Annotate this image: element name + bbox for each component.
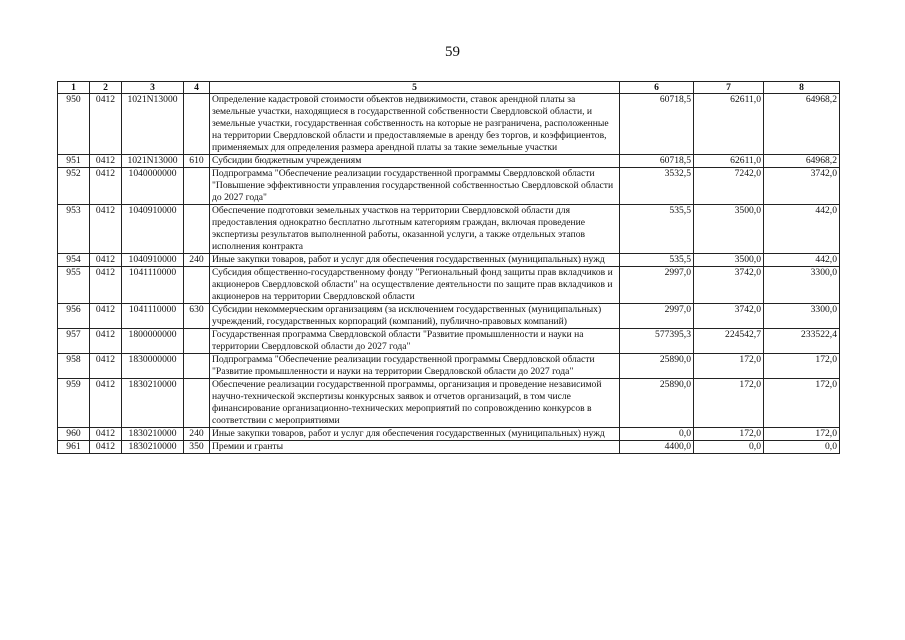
section-code: 0412 xyxy=(90,267,122,304)
row-description: Государственная программа Свердловской области "Развитие промышленности и науки на территории Свердловской области до 2027 года" xyxy=(210,329,620,354)
expense-type-code: 610 xyxy=(184,155,210,168)
section-code: 0412 xyxy=(90,168,122,205)
expense-type-code xyxy=(184,168,210,205)
section-code: 0412 xyxy=(90,155,122,168)
target-article-code: 1830210000 xyxy=(122,441,184,454)
row-number: 961 xyxy=(58,441,90,454)
row-description: Обеспечение подготовки земельных участков на территории Свердловской области для предоставления однократно бесплатно льготным категориям граждан, включая проведение экспертизы результатов выполненной работы, оказанной услуги, а также отдельных этапов исполнения контракта xyxy=(210,205,620,254)
column-header: 2 xyxy=(90,82,122,94)
table-row xyxy=(58,267,840,304)
amount-col-6: 4400,0 xyxy=(620,441,694,454)
page-number: 59 xyxy=(445,44,460,60)
row-number: 950 xyxy=(58,94,90,155)
target-article-code: 1041110000 xyxy=(122,267,184,304)
row-number: 954 xyxy=(58,254,90,267)
row-number: 953 xyxy=(58,205,90,254)
amount-col-6: 3532,5 xyxy=(620,168,694,205)
section-code: 0412 xyxy=(90,329,122,354)
amount-col-7: 0,0 xyxy=(694,441,764,454)
row-description: Иные закупки товаров, работ и услуг для обеспечения государственных (муниципальных) нужд xyxy=(210,254,620,267)
section-code: 0412 xyxy=(90,304,122,329)
column-header: 3 xyxy=(122,82,184,94)
amount-col-6: 60718,5 xyxy=(620,94,694,155)
section-code: 0412 xyxy=(90,94,122,155)
amount-col-6: 25890,0 xyxy=(620,379,694,428)
section-code: 0412 xyxy=(90,254,122,267)
amount-col-7: 62611,0 xyxy=(694,94,764,155)
amount-col-7: 3500,0 xyxy=(694,254,764,267)
amount-col-6: 2997,0 xyxy=(620,267,694,304)
expense-type-code xyxy=(184,329,210,354)
table-row xyxy=(58,94,840,155)
amount-col-8: 3300,0 xyxy=(764,304,840,329)
expense-type-code: 240 xyxy=(184,428,210,441)
target-article-code: 1040000000 xyxy=(122,168,184,205)
amount-col-7: 3742,0 xyxy=(694,304,764,329)
amount-col-8: 0,0 xyxy=(764,441,840,454)
expense-type-code xyxy=(184,267,210,304)
section-code: 0412 xyxy=(90,354,122,379)
row-number: 951 xyxy=(58,155,90,168)
amount-col-7: 172,0 xyxy=(694,379,764,428)
amount-col-8: 64968,2 xyxy=(764,94,840,155)
header-row xyxy=(58,82,840,94)
section-code: 0412 xyxy=(90,428,122,441)
amount-col-7: 224542,7 xyxy=(694,329,764,354)
amount-col-8: 3300,0 xyxy=(764,267,840,304)
amount-col-8: 172,0 xyxy=(764,354,840,379)
row-description: Иные закупки товаров, работ и услуг для обеспечения государственных (муниципальных) нужд xyxy=(210,428,620,441)
amount-col-8: 172,0 xyxy=(764,428,840,441)
target-article-code: 1040910000 xyxy=(122,205,184,254)
amount-col-6: 535,5 xyxy=(620,254,694,267)
amount-col-8: 64968,2 xyxy=(764,155,840,168)
amount-col-6: 577395,3 xyxy=(620,329,694,354)
row-number: 956 xyxy=(58,304,90,329)
target-article-code: 1830210000 xyxy=(122,379,184,428)
target-article-code: 1041110000 xyxy=(122,304,184,329)
amount-col-7: 62611,0 xyxy=(694,155,764,168)
target-article-code: 1830000000 xyxy=(122,354,184,379)
table-row xyxy=(58,379,840,428)
amount-col-7: 7242,0 xyxy=(694,168,764,205)
column-header: 4 xyxy=(184,82,210,94)
table-row xyxy=(58,205,840,254)
amount-col-8: 442,0 xyxy=(764,205,840,254)
section-code: 0412 xyxy=(90,441,122,454)
row-number: 957 xyxy=(58,329,90,354)
table-row xyxy=(58,304,840,329)
target-article-code: 1040910000 xyxy=(122,254,184,267)
table-row xyxy=(58,155,840,168)
row-description: Премии и гранты xyxy=(210,441,620,454)
column-header: 7 xyxy=(694,82,764,94)
row-description: Субсидии некоммерческим организациям (за исключением государственных (муниципальных) учреждений, государственных корпораций (компаний), публично-правовых компаний) xyxy=(210,304,620,329)
row-number: 952 xyxy=(58,168,90,205)
budget-table xyxy=(57,81,840,454)
column-header: 5 xyxy=(210,82,620,94)
target-article-code: 1021N13000 xyxy=(122,155,184,168)
row-number: 960 xyxy=(58,428,90,441)
section-code: 0412 xyxy=(90,379,122,428)
expense-type-code xyxy=(184,94,210,155)
section-code: 0412 xyxy=(90,205,122,254)
amount-col-7: 172,0 xyxy=(694,428,764,441)
column-header: 6 xyxy=(620,82,694,94)
expense-type-code: 350 xyxy=(184,441,210,454)
row-number: 959 xyxy=(58,379,90,428)
row-description: Подпрограмма "Обеспечение реализации государственной программы Свердловской области "Повышение эффективности управления государственной собственностью Свердловской области до 2027 года" xyxy=(210,168,620,205)
amount-col-8: 442,0 xyxy=(764,254,840,267)
column-header: 1 xyxy=(58,82,90,94)
row-description: Субсидии бюджетным учреждениям xyxy=(210,155,620,168)
row-number: 955 xyxy=(58,267,90,304)
target-article-code: 1800000000 xyxy=(122,329,184,354)
amount-col-6: 60718,5 xyxy=(620,155,694,168)
expense-type-code: 240 xyxy=(184,254,210,267)
row-description: Подпрограмма "Обеспечение реализации государственной программы Свердловской области "Развитие промышленности и науки на территории Свердловской области до 2027 года" xyxy=(210,354,620,379)
expense-type-code xyxy=(184,379,210,428)
table-row xyxy=(58,441,840,454)
table-row xyxy=(58,168,840,205)
amount-col-7: 3742,0 xyxy=(694,267,764,304)
table-row xyxy=(58,329,840,354)
column-header: 8 xyxy=(764,82,840,94)
amount-col-6: 2997,0 xyxy=(620,304,694,329)
amount-col-8: 172,0 xyxy=(764,379,840,428)
table-row xyxy=(58,354,840,379)
expense-type-code xyxy=(184,205,210,254)
amount-col-6: 535,5 xyxy=(620,205,694,254)
row-description: Субсидия общественно-государственному фонду "Региональный фонд защиты прав вкладчиков и акционеров Свердловской области" на осуществление деятельности по защите прав вкладчиков и акционеров на территории Свердловской области xyxy=(210,267,620,304)
table-row xyxy=(58,254,840,267)
expense-type-code xyxy=(184,354,210,379)
amount-col-8: 3742,0 xyxy=(764,168,840,205)
amount-col-7: 3500,0 xyxy=(694,205,764,254)
expense-type-code: 630 xyxy=(184,304,210,329)
amount-col-7: 172,0 xyxy=(694,354,764,379)
amount-col-6: 0,0 xyxy=(620,428,694,441)
target-article-code: 1021N13000 xyxy=(122,94,184,155)
amount-col-8: 233522,4 xyxy=(764,329,840,354)
row-description: Обеспечение реализации государственной программы, организация и проведение независимой научно-технической экспертизы конкурсных заявок и отчетов организаций, в том числе финансирование организационно-технических мероприятий по сопровождению конкурсов в соответствии с мероприятиями xyxy=(210,379,620,428)
row-description: Определение кадастровой стоимости объектов недвижимости, ставок арендной платы за земельные участки, находящиеся в государственной собственности Свердловской области, и земельные участки, государственная собственность на которые не разграничена, расположенные на территории Свердловской области и предоставляемые в аренду без торгов, и коэффициентов, применяемых для определения размера арендной платы за такие земельные участки xyxy=(210,94,620,155)
table-row xyxy=(58,428,840,441)
amount-col-6: 25890,0 xyxy=(620,354,694,379)
target-article-code: 1830210000 xyxy=(122,428,184,441)
row-number: 958 xyxy=(58,354,90,379)
